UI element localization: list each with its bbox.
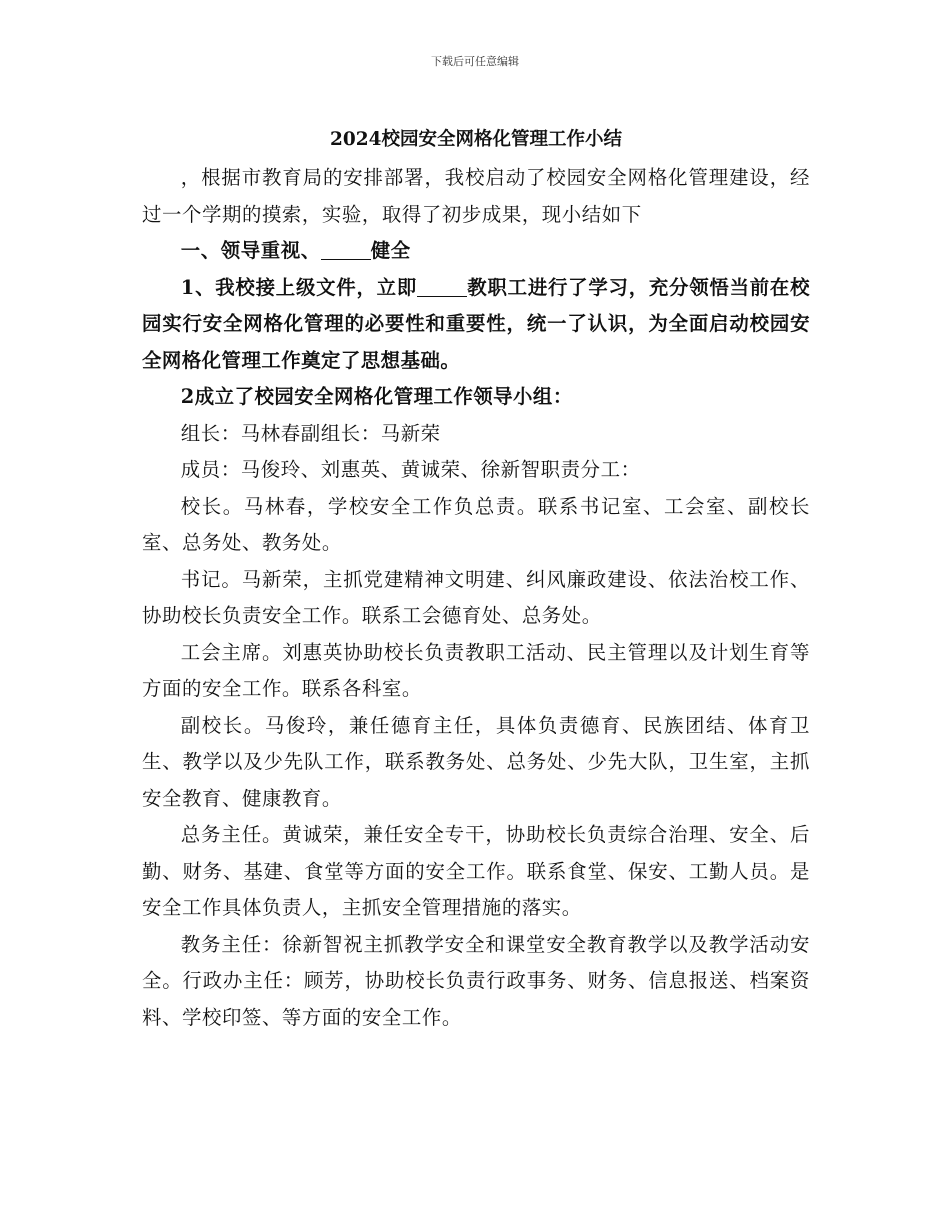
leaders-paragraph: 组长：马林春副组长：马新荣: [180, 421, 441, 445]
intro-paragraph: ，根据市教育局的安排部署，我校启动了校园安全网格化管理建设，经过一个学期的摸索，实验，取得了初步成果，现小结如下: [142, 166, 810, 226]
section-heading-1: [142, 233, 810, 270]
members-paragraph: 成员：马俊玲、刘惠英、黄诚荣、徐新智职责分工：: [180, 458, 641, 481]
vice-principal-paragraph: 副校长。马俊玲，兼任德育主任，具体负责德育、民族团结、体育卫生、教学以及少先队工作，联系教务处、总务处、少先大队，卫生室，主抓安全教育、健康教育。: [142, 713, 810, 810]
blank-underline: [417, 276, 467, 296]
principal-paragraph: 校长。马林春，学校安全工作负总责。联系书记室、工会室、副校长室、总务处、教务处。: [142, 494, 810, 554]
page-header-note: 下载后可任意编辑: [431, 55, 519, 68]
secretary-paragraph: 书记。马新荣，主抓党建精神文明建、纠风廉政建设、依法治校工作、协助校长负责安全工作。联系工会德育处、总务处。: [142, 567, 810, 627]
section-heading-1-after: 健全: [370, 239, 411, 262]
section-heading-1-before: 一、领导重视、: [180, 239, 321, 262]
general-affairs-paragraph: 总务主任。黄诚荣，兼任安全专干，协助校长负责综合治理、安全、后勤、财务、基建、食堂等方面的安全工作。联系食堂、保安、工勤人员。是安全工作具体负责人，主抓安全管理措施的落实。: [142, 823, 810, 919]
union-paragraph: 工会主席。刘惠英协助校长负责教职工活动、民主管理以及计划生育等方面的安全工作。联系各科室。: [142, 640, 810, 700]
item-1-paragraph: [142, 270, 810, 380]
item-1-before: 1、我校接上级文件，立即: [180, 275, 418, 299]
item-1-after: 教职工进行了学习，充分领悟当前在校园实行安全网格化管理的必要性和重要性，统一了认识，为全面启动校园安全网格化管理工作奠定了思想基础。: [142, 275, 811, 372]
item-2-paragraph: 2成立了校园安全网格化管理工作领导小组：: [180, 385, 573, 408]
document-title: 2024校园安全网格化管理工作小结: [330, 129, 622, 150]
document-body: [142, 120, 810, 1036]
blank-underline: [321, 240, 371, 260]
academic-affairs-paragraph: 教务主任：徐新智祝主抓教学安全和课堂安全教育教学以及教学活动安全。行政办主任：顾芳，协助校长负责行政事务、财务、信息报送、档案资料、学校印签、等方面的安全工作。: [142, 932, 810, 1029]
